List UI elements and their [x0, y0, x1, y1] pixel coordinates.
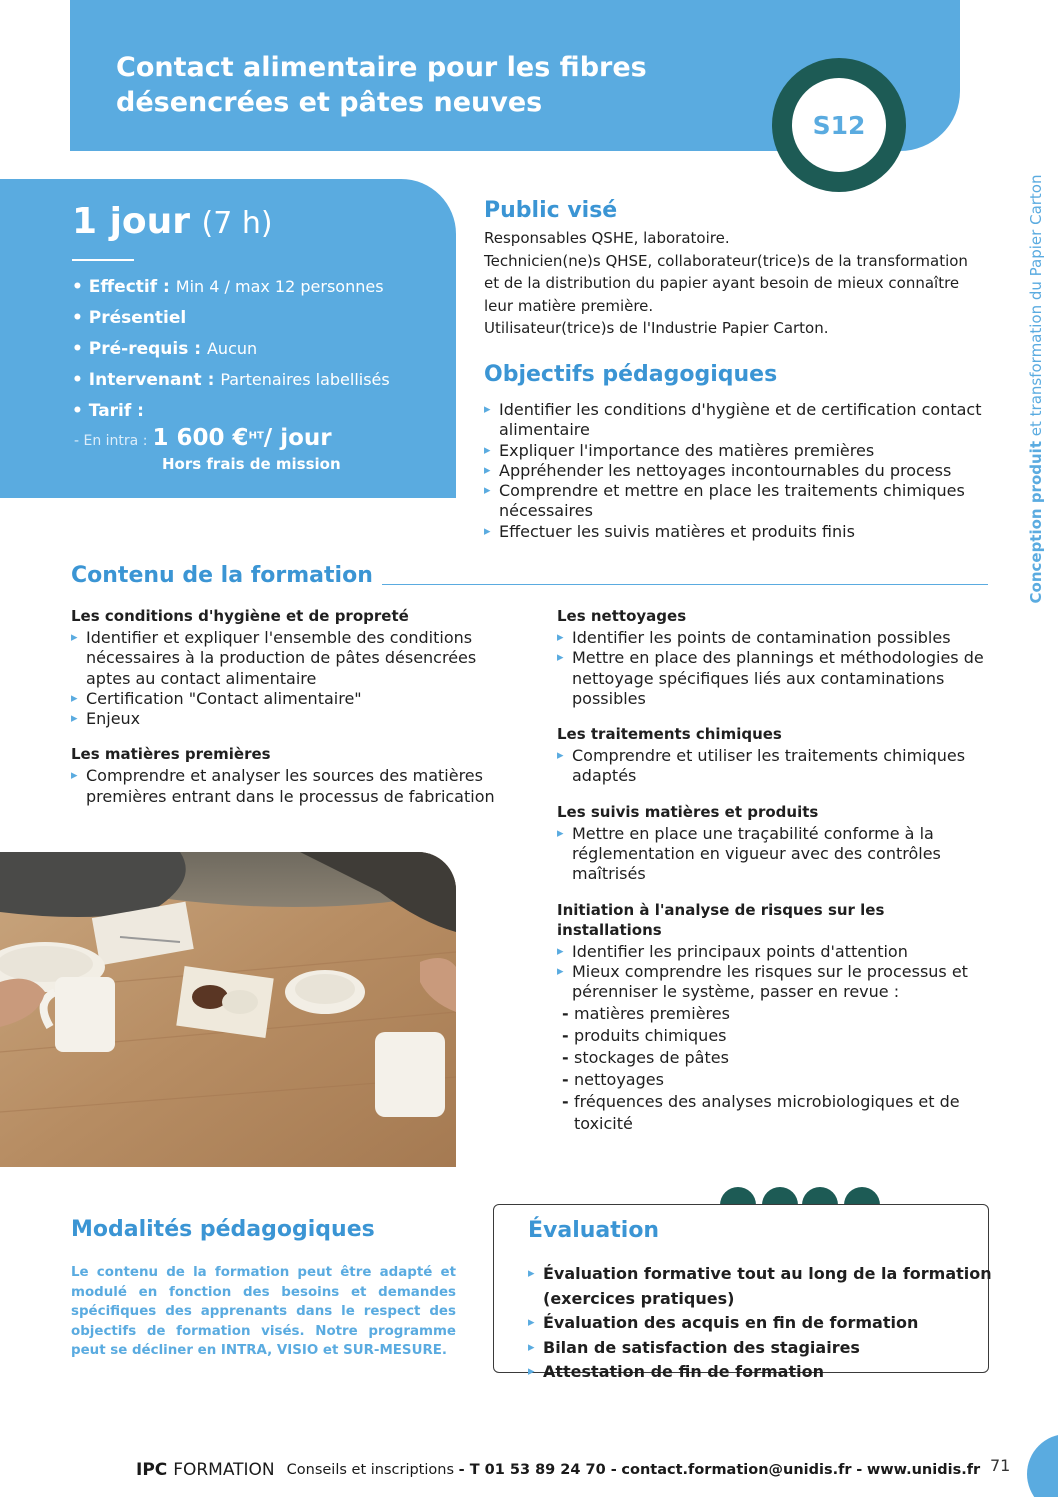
side-category-label [1027, 174, 1045, 604]
contenu-block [71, 606, 501, 729]
price-value: 1 600 € [152, 425, 249, 451]
evaluation-item: ▸ Attestation de fin de formation [528, 1360, 1058, 1385]
contenu-block [557, 606, 987, 709]
risk-subitem: - nettoyages [560, 1069, 987, 1091]
evaluation-item: ▸ Évaluation formative tout au long de la formation (exercices pratiques) [528, 1262, 1058, 1311]
contenu-item: ▸ Certification "Contact alimentaire" [71, 689, 501, 709]
duration-hours: (7 h) [201, 206, 273, 241]
footer [136, 1450, 981, 1490]
contenu-subtitle: Les traitements chimiques [557, 725, 782, 744]
risk-subitem: - matières premières [560, 1003, 987, 1025]
price-suffix: / jour [263, 425, 332, 451]
contenu-item: ▸ Identifier les principaux points d'attention [557, 942, 987, 962]
public-line: leur matière première. [484, 296, 654, 315]
contenu-rule [382, 584, 988, 585]
footer-website-link[interactable]: www.unidis.fr [866, 1462, 981, 1478]
public-line: et de la distribution du papier ayant besoin de mieux connaître [484, 274, 960, 292]
photo-table-scene [0, 852, 456, 1167]
info-card [0, 179, 456, 498]
contenu-title: Contenu de la formation [71, 563, 373, 588]
contenu-left-column [71, 606, 501, 822]
public-text [484, 227, 994, 340]
contenu-item: ▸ Enjeux [71, 709, 501, 729]
contenu-item: ▸ Mieux comprendre les risques sur le processus et pérenniser le système, passer en revue : [557, 962, 987, 1003]
objectif-item: ▸ Expliquer l'importance des matières premières [484, 441, 994, 461]
side-label-bold: Conception produit [1027, 441, 1045, 604]
course-code: S12 [792, 78, 886, 172]
contenu-block [557, 802, 987, 885]
public-title: Public visé [484, 198, 618, 223]
intra-label: - En intra : [74, 433, 148, 449]
intra-price [74, 425, 332, 451]
risk-subitem: - produits chimiques [560, 1025, 987, 1047]
contenu-subtitle: Les conditions d'hygiène et de propreté [71, 607, 409, 625]
objectif-item: ▸ Identifier les conditions d'hygiène et de certification contact alimentaire [484, 400, 994, 441]
contenu-block [557, 724, 987, 787]
risk-subitem: - stockages de pâtes [560, 1047, 987, 1069]
info-item-prerequis: • Pré-requis : Aucun [72, 339, 258, 359]
objectif-item: ▸ Appréhender les nettoyages incontournables du process [484, 461, 994, 481]
footer-phone: - T 01 53 89 24 70 - [458, 1462, 617, 1478]
contenu-item: ▸ Comprendre et analyser les sources des matières premières entrant dans le processus de fabrication [71, 766, 501, 807]
contenu-block-risk [557, 900, 987, 1135]
page-number: 71 [990, 1456, 1011, 1475]
info-item-tarif: • Tarif : [72, 401, 144, 421]
page-title [116, 50, 736, 120]
contenu-subtitle: Les nettoyages [557, 607, 687, 625]
risk-subitem: - fréquences des analyses microbiologiques et de toxicité [560, 1091, 987, 1135]
side-label-normal: et transformation du Papier Carton [1027, 174, 1045, 437]
corner-decor [1027, 1434, 1058, 1497]
info-item-intervenant: • Intervenant : Partenaires labellisés [72, 370, 390, 390]
footer-brand: IPC FORMATION [136, 1460, 275, 1480]
footer-email-link[interactable]: contact.formation@unidis.fr [621, 1462, 852, 1478]
risk-sublist [560, 1003, 987, 1135]
modalites-title: Modalités pédagogiques [71, 1217, 375, 1242]
course-code-badge [772, 58, 906, 192]
footer-prefix: Conseils et inscriptions [286, 1462, 455, 1478]
page-title-line-2: désencrées et pâtes neuves [116, 87, 543, 118]
objectifs-list [484, 400, 994, 542]
footer-contact: Conseils et inscriptions - T 01 53 89 24 70 - contact.formation@unidis.fr - www.unidis.fr [286, 1462, 981, 1478]
contenu-item: ▸ Mettre en place des plannings et méthodologies de nettoyage spécifiques liés aux contaminations possibles [557, 648, 987, 709]
modalites-text: Le contenu de la formation peut être adapté et modulé en fonction des besoins et demandes spécifiques des apprenants dans le respect des objectifs de formation visés. Notre programme peut se décliner en INTRA, VISIO et SUR-MESURE. [71, 1265, 456, 1358]
objectif-item: ▸ Comprendre et mettre en place les traitements chimiques nécessaires [484, 481, 994, 522]
contenu-subtitle: Initiation à l'analyse de risques sur les installations [557, 900, 885, 939]
evaluation-title: Évaluation [528, 1218, 660, 1243]
contenu-item: ▸ Mettre en place une traçabilité conforme à la réglementation en vigueur avec des contrôles maîtrisés [557, 824, 987, 885]
objectifs-title: Objectifs pédagogiques [484, 362, 778, 387]
public-line: Technicien(ne)s QHSE, collaborateur(trice)s de la transformation [484, 251, 968, 270]
contenu-item: ▸ Identifier et expliquer l'ensemble des conditions nécessaires à la production de pâtes désencrées aptes au contact alimentaire [71, 628, 501, 689]
page-title-line-1: Contact alimentaire pour les fibres [116, 52, 647, 83]
contenu-right-column [557, 606, 987, 1150]
evaluation-item: ▸ Bilan de satisfaction des stagiaires [528, 1336, 1058, 1361]
price-note: Hors frais de mission [162, 455, 341, 473]
duration-main: 1 jour [72, 201, 191, 242]
contenu-item: ▸ Comprendre et utiliser les traitements chimiques adaptés [557, 746, 987, 787]
contenu-block [71, 744, 501, 807]
duration [72, 201, 273, 242]
public-line: Responsables QSHE, laboratoire. [484, 229, 730, 247]
contenu-item: ▸ Identifier les points de contamination possibles [557, 628, 987, 648]
contenu-subtitle: Les suivis matières et produits [557, 802, 819, 821]
objectif-item: ▸ Effectuer les suivis matières et produits finis [484, 522, 994, 542]
info-item-effectif: • Effectif : Min 4 / max 12 personnes [72, 277, 384, 297]
evaluation-item: ▸ Évaluation des acquis en fin de formation [528, 1311, 1058, 1336]
public-line: Utilisateur(trice)s de l'Industrie Papier Carton. [484, 319, 829, 337]
evaluation-list [528, 1262, 1058, 1385]
info-list [72, 277, 390, 432]
price-ht: HT [248, 430, 264, 442]
duration-underline [72, 259, 134, 261]
contenu-subtitle: Les matières premières [71, 745, 271, 764]
info-item-presentiel: • Présentiel [72, 308, 187, 328]
